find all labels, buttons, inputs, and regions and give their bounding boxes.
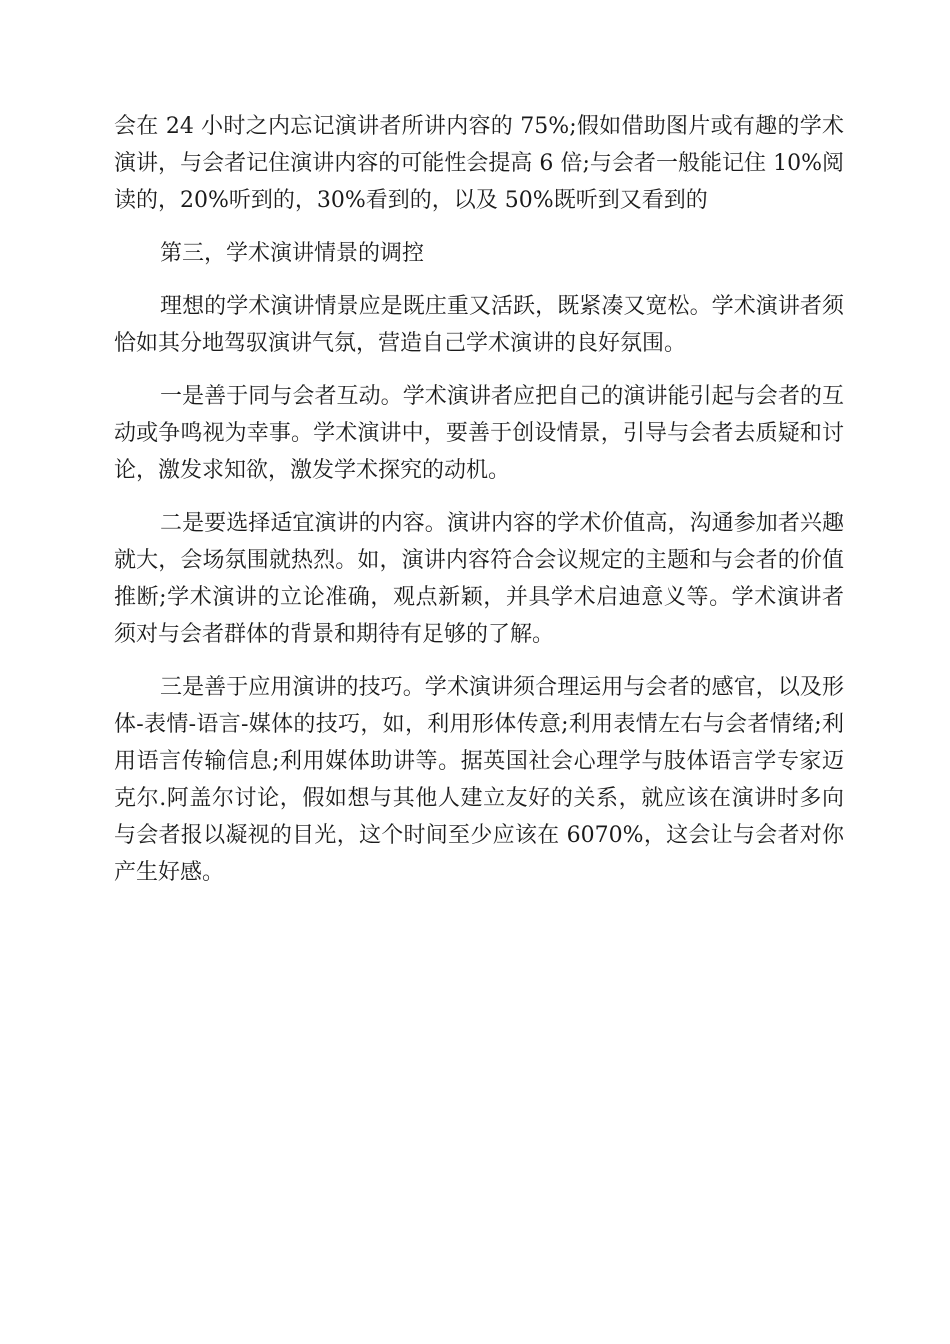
paragraph-techniques: 三是善于应用演讲的技巧。学术演讲须合理运用与会者的感官，以及形体-表情-语言-媒体的技巧，如，利用形体传意;利用表情左右与会者情绪;利用语言传输信息;利用媒体助讲等。据英国社会心理学与肢体语言学专家迈克尔.阿盖尔讨论，假如想与其他人建立友好的关系，就应该在演讲时多向与会者报以凝视的目光，这个时间至少应该在 6070%，这会让与会者对你产生好感。 <box>114 675 844 885</box>
paragraph-interaction: 一是善于同与会者互动。学术演讲者应把自己的演讲能引起与会者的互动或争鸣视为幸事。学术演讲中，要善于创设情景，引导与会者去质疑和讨论，激发求知欲，激发学术探究的动机。 <box>114 384 844 483</box>
section-heading-third: 第三，学术演讲情景的调控 <box>160 241 425 266</box>
paragraph-content-selection: 二是要选择适宜演讲的内容。演讲内容的学术价值高，沟通参加者兴趣就大，会场氛围就热烈。如，演讲内容符合会议规定的主题和与会者的价值推断;学术演讲的立论准确，观点新颖，并具学术启迪意义等。学术演讲者须对与会者群体的背景和期待有足够的了解。 <box>114 511 844 647</box>
paragraph-ideal-scene: 理想的学术演讲情景应是既庄重又活跃，既紧凑又宽松。学术演讲者须恰如其分地驾驭演讲气氛，营造自己学术演讲的良好氛围。 <box>114 294 844 356</box>
document-page <box>114 108 844 907</box>
paragraph-continuation: 会在 24 小时之内忘记演讲者所讲内容的 75%;假如借助图片或有趣的学术演讲，与会者记住演讲内容的可能性会提高 6 倍;与会者一般能记住 10%阅读的，20%听到的，30%看到的，以及 50%既听到又看到的 <box>114 114 844 213</box>
